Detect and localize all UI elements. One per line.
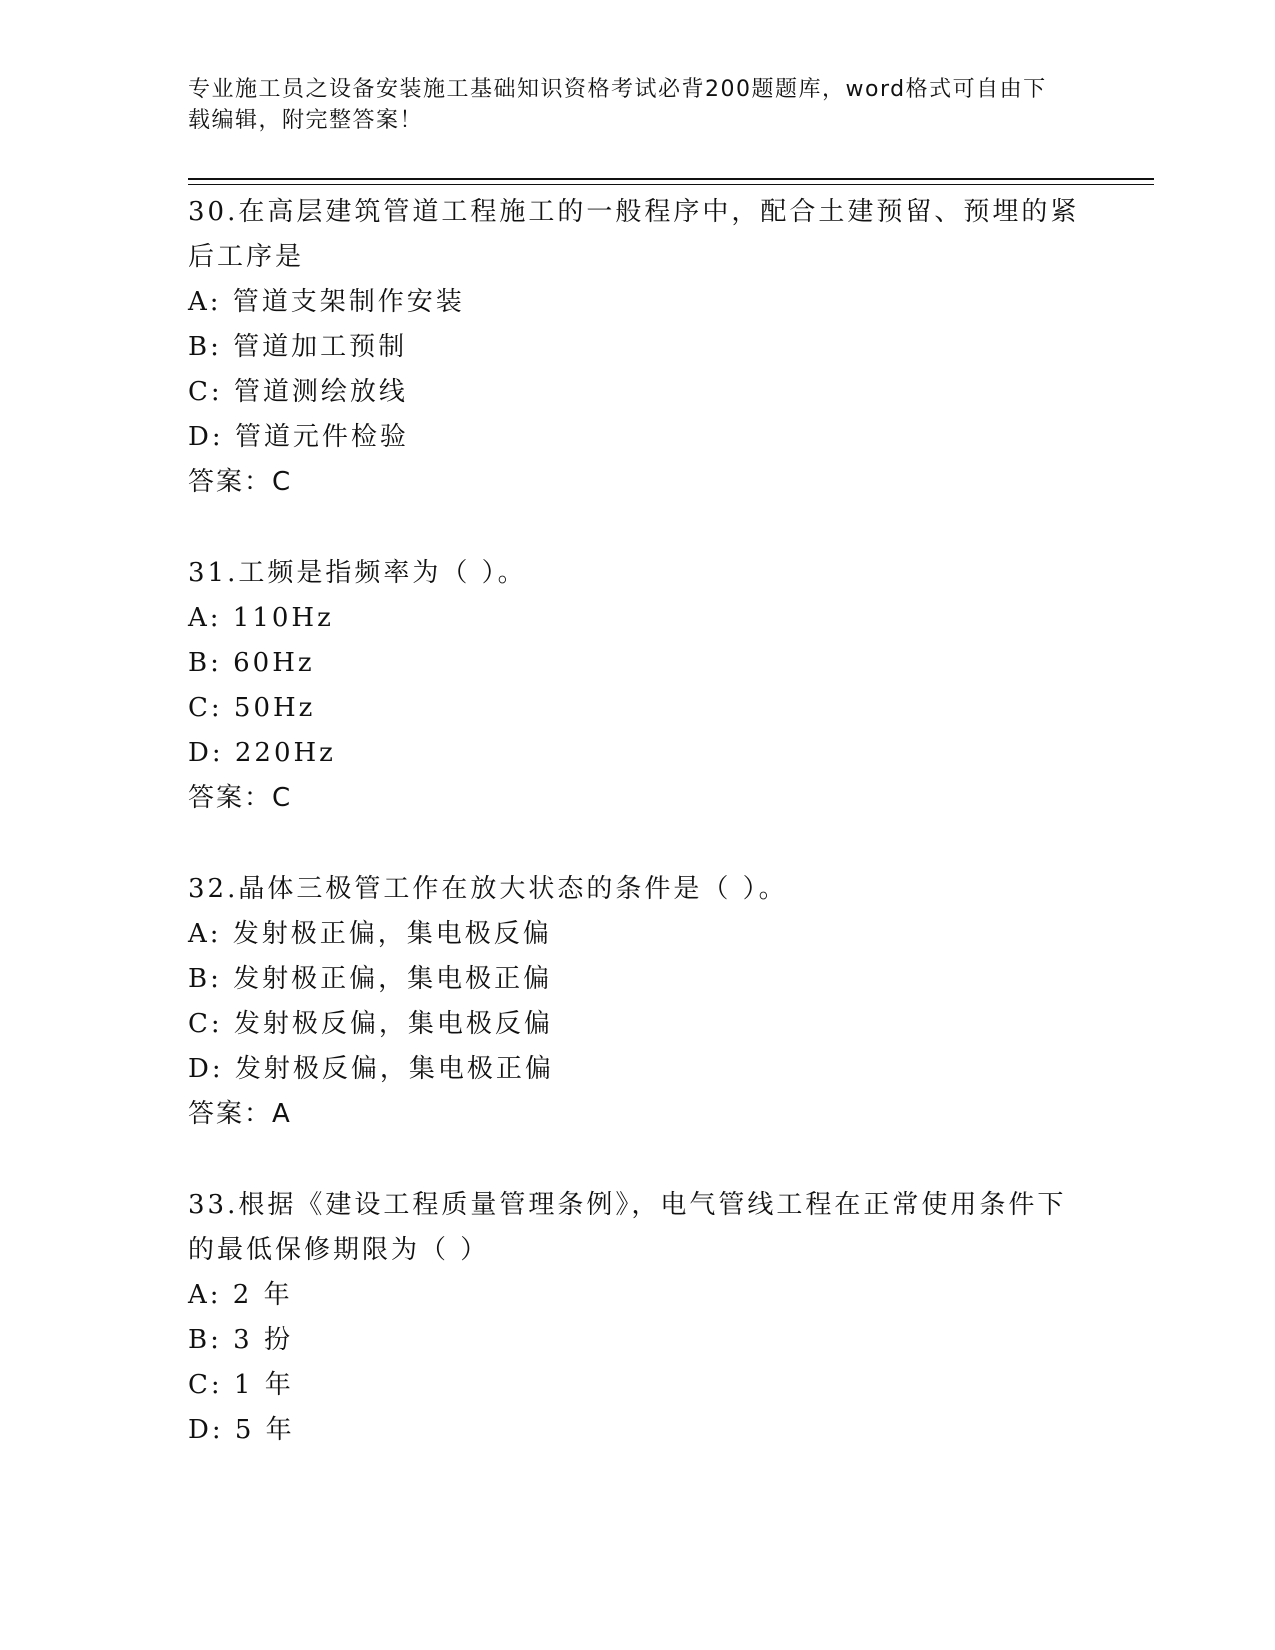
option-b: B: 3 扮 bbox=[188, 1325, 293, 1355]
header-divider-thick bbox=[188, 178, 1154, 180]
option-d: D: 220Hz bbox=[188, 738, 336, 768]
option-d: D: 发射极反偏，集电极正偏 bbox=[188, 1054, 554, 1084]
question-stem: 31.工频是指频率为（ ）。 bbox=[188, 558, 527, 588]
option-d: D: 管道元件检验 bbox=[188, 422, 409, 452]
question-list bbox=[188, 190, 1088, 1499]
option-c: C: 发射极反偏，集电极反偏 bbox=[188, 1009, 553, 1039]
option-b: B: 发射极正偏，集电极正偏 bbox=[188, 964, 553, 994]
header-divider-thin bbox=[188, 184, 1154, 185]
answer: 答案：C bbox=[188, 783, 293, 813]
question-30 bbox=[188, 190, 1088, 505]
question-stem: 32.晶体三极管工作在放大状态的条件是（ ）。 bbox=[188, 874, 788, 904]
option-b: B: 60Hz bbox=[188, 648, 315, 678]
option-a: A: 2 年 bbox=[188, 1280, 293, 1310]
question-stem: 30.在高层建筑管道工程施工的一般程序中，配合土建预留、预埋的紧后工序是 bbox=[188, 197, 1080, 272]
option-c: C: 50Hz bbox=[188, 693, 316, 723]
option-b: B: 管道加工预制 bbox=[188, 332, 408, 362]
option-a: A: 110Hz bbox=[188, 603, 334, 633]
option-c: C: 管道测绘放线 bbox=[188, 377, 408, 407]
question-33 bbox=[188, 1183, 1088, 1453]
answer: 答案：C bbox=[188, 467, 293, 497]
question-stem: 33.根据《建设工程质量管理条例》，电气管线工程在正常使用条件下的最低保修期限为（ ） bbox=[188, 1190, 1067, 1265]
option-d: D: 5 年 bbox=[188, 1415, 295, 1445]
question-32 bbox=[188, 867, 1088, 1137]
option-c: C: 1 年 bbox=[188, 1370, 294, 1400]
answer: 答案：A bbox=[188, 1099, 292, 1129]
option-a: A: 发射极正偏，集电极反偏 bbox=[188, 919, 552, 949]
option-a: A: 管道支架制作安装 bbox=[188, 287, 465, 317]
document-header: 专业施工员之设备安装施工基础知识资格考试必背200题题库，word格式可自由下载编辑，附完整答案！ bbox=[188, 77, 1047, 133]
question-31 bbox=[188, 551, 1088, 821]
